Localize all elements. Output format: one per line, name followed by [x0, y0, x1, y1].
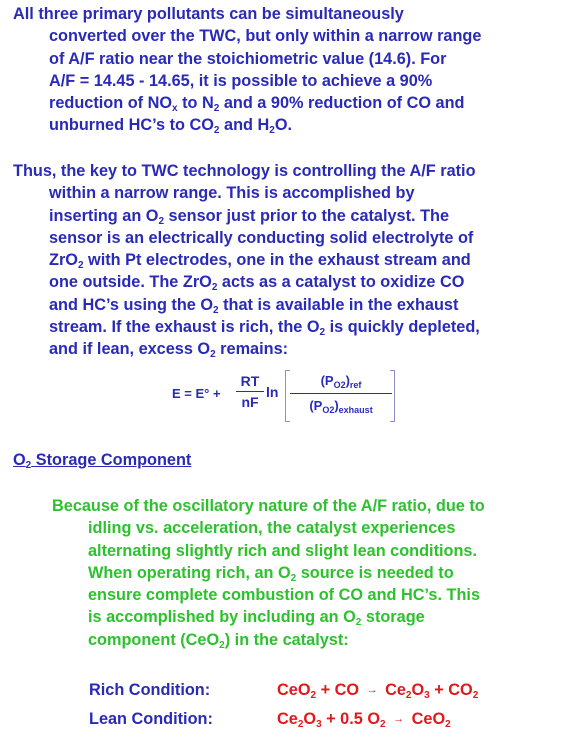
text-line: component (CeO$_2$) in the catalyst:	[88, 630, 349, 651]
rich-condition-equation: CeO$_2$ + CO → $Ce_2O_3 + CO_2$	[277, 681, 479, 701]
text-line: is accomplished by including an $O_2$ storage	[88, 608, 425, 629]
text-line: one outside. The ZrO$_2$ acts as a catalyst to oxidize CO	[49, 273, 465, 294]
lean-condition-label: Lean Condition:	[89, 710, 213, 728]
fraction-denominator: nF	[241, 394, 259, 410]
paragraph-twc-intro	[13, 3, 481, 137]
text-line: sensor is an electrically conducting solid electrolyte of	[49, 228, 474, 247]
text-line: and if lean, excess $O_2$ remains:	[49, 340, 289, 361]
right-bracket	[390, 370, 395, 422]
section-heading-o2-storage: $O_2$ Storage Component	[13, 451, 192, 471]
nernst-equation	[172, 372, 392, 424]
text-line: ensure complete combustion of CO and HC’s. This	[88, 586, 481, 605]
text-line: and HC’s using the $O_2$ that is available in the exhaust	[49, 295, 459, 316]
fraction-bar	[236, 391, 264, 392]
fraction-denominator: $(P_{O2})_{exhaust}$	[309, 398, 373, 415]
paragraph-o2-storage	[52, 495, 485, 651]
text-line: within a narrow range. This is accomplished by	[49, 184, 415, 203]
ln-operator: ln	[266, 384, 279, 400]
fraction-bar	[290, 393, 392, 394]
rt-over-nf-fraction	[236, 372, 264, 411]
pressure-ratio-fraction	[290, 372, 392, 415]
rich-condition-label: Rich Condition:	[89, 681, 211, 699]
text-line: Thus, the key to TWC technology is controlling the A/F ratio	[13, 162, 476, 180]
text-line: unburned HC’s to $CO_2$ and $H_2O$.	[49, 116, 293, 137]
lean-condition-equation: $Ce_2O_3 + 0.5$ $O_2 \to CeO_2$	[277, 710, 451, 730]
text-line: alternating slightly rich and slight lean conditions.	[88, 541, 477, 560]
text-line: All three primary pollutants can be simultaneously	[13, 5, 404, 23]
text-line: A/F = 14.45 - 14.65, it is possible to achieve a 90%	[49, 71, 433, 90]
right-arrow-icon: →	[393, 713, 405, 725]
text-line: ZrO$_2$ with Pt electrodes, one in the exhaust stream and	[49, 251, 471, 272]
equation-lhs: E = E° +	[172, 386, 221, 401]
paragraph-o2-sensor	[13, 160, 480, 361]
fraction-numerator: RT	[240, 373, 260, 389]
right-arrow-icon: →	[366, 684, 378, 696]
text-line: Because of the oscillatory nature of the A/F ratio, due to	[52, 497, 485, 515]
text-line: idling vs. acceleration, the catalyst experiences	[88, 519, 456, 538]
text-line: When operating rich, an $O_2$ source is needed to	[88, 563, 454, 584]
text-line: converted over the TWC, but only within a narrow range	[49, 27, 482, 46]
text-line: inserting an $O_2$ sensor just prior to the catalyst. The	[49, 206, 450, 227]
text-line: of A/F ratio near the stoichiometric value (14.6). For	[49, 49, 447, 68]
text-line: reduction of $NO_x$ to $N_2$ and a 90% reduction of CO and	[49, 94, 465, 115]
text-line: stream. If the exhaust is rich, the $O_2$ is quickly depleted,	[49, 318, 480, 339]
fraction-numerator: $(P_{O2})_{ref}$	[320, 373, 362, 390]
